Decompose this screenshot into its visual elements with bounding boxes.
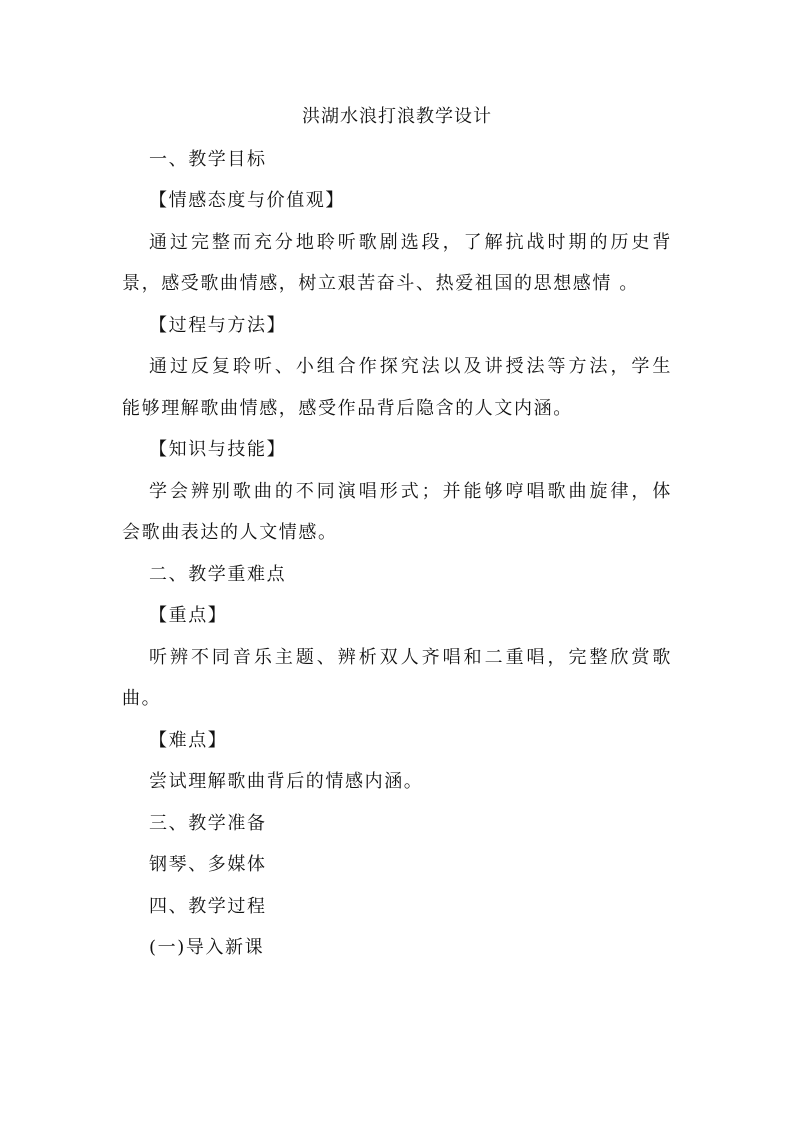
emotion-text-line-1: 通过完整而充分地聆听歌剧选段，了解抗战时期的历史背 (149, 232, 672, 253)
section-heading-objectives: 一、教学目标 (149, 149, 267, 170)
key-heading: 【重点】 (149, 605, 228, 626)
process-text-line-1: 通过反复聆听、小组合作探究法以及讲授法等方法，学生 (149, 356, 672, 377)
knowledge-heading: 【知识与技能】 (149, 439, 287, 460)
difficulty-text: 尝试理解歌曲背后的情感内涵。 (149, 771, 424, 792)
knowledge-text-line-2: 会歌曲表达的人文情感。 (122, 522, 338, 543)
key-text-line-2: 曲。 (122, 688, 162, 709)
section-heading-process: 四、教学过程 (149, 896, 267, 917)
emotion-text-line-2: 景，感受歌曲情感，树立艰苦奋斗、热爱祖国的思想感情 。 (122, 273, 639, 294)
process-heading: 【过程与方法】 (149, 315, 287, 336)
subsection-heading-introduction: (一)导入新课 (149, 937, 265, 958)
knowledge-text-line-1: 学会辨别歌曲的不同演唱形式；并能够哼唱歌曲旋律，体 (149, 481, 672, 502)
difficulty-heading: 【难点】 (149, 730, 228, 751)
preparation-text: 钢琴、多媒体 (149, 854, 267, 875)
section-heading-key-points: 二、教学重难点 (149, 564, 287, 585)
process-text-line-2: 能够理解歌曲情感，感受作品背后隐含的人文内涵。 (122, 398, 573, 419)
document-title: 洪湖水浪打浪教学设计 (302, 106, 492, 127)
emotion-heading: 【情感态度与价值观】 (149, 190, 345, 211)
key-text-line-1: 听辨不同音乐主题、辨析双人齐唱和二重唱，完整欣赏歌 (149, 647, 672, 668)
section-heading-preparation: 三、教学准备 (149, 813, 267, 834)
